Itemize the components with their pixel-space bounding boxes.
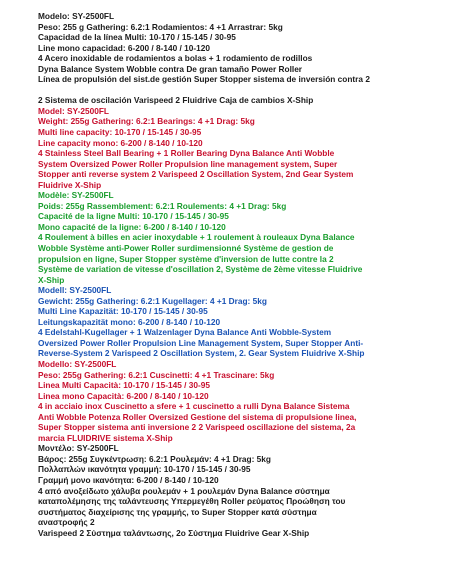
spec-line: Anti Wobble Potenza Roller Oversized Gestione del sistema di propulsione linea,	[38, 411, 357, 422]
spec-line: Multi Line Kapazität: 10-170 / 15-145 / 30-95	[38, 306, 208, 317]
spec-line: καταπολέμησης της ταλάντευσης Υπερμεγέθη Roller ρεύματος Προώθηση του	[38, 496, 346, 507]
spec-line: Línea de propulsión del sist.de gestión Super Stopper sistema de inversión contra 2	[38, 74, 370, 85]
spec-line: Modello: SY-2500FL	[38, 359, 117, 369]
spec-line: Modell: SY-2500FL	[38, 285, 112, 296]
spec-line: Πολλαπλών ικανότητα γραμμή: 10-170 / 15-145 / 30-95	[38, 464, 251, 475]
spec-line: Model: SY-2500FL	[38, 105, 110, 116]
spec-line: Modelo: SY-2500FL	[38, 11, 115, 21]
spec-section-el	[38, 443, 444, 538]
spec-line: Linea mono Capacità: 6-200 / 8-140 / 10-120	[38, 390, 209, 401]
spec-line: System Oversized Power Roller Propulsion line management system, Super	[38, 158, 338, 169]
spec-line: Modèle: SY-2500FL	[38, 190, 114, 201]
spec-line: Capacité de la ligne Multi: 10-170 / 15-145 / 30-95	[38, 211, 229, 222]
spec-line: Capacidad de la línea Multi: 10-170 / 15-145 / 30-95	[38, 32, 236, 43]
spec-line: 4 Edelstahl-Kugellager + 1 Walzenlager Dyna Balance Anti Wobble-System	[38, 327, 332, 338]
spec-line: Wobble Système anti-Power Roller surdimensionné Système de gestion de	[38, 242, 334, 253]
spec-line: Oversized Power Roller Propulsion Line Management System, Super Stopper Anti-	[38, 337, 364, 348]
spec-line: Peso: 255 g Gathering: 6.2:1 Rodamientos: 4 +1 Arrastrar: 5kg	[38, 21, 283, 32]
spec-line: Dyna Balance System Wobble contra De gran tamaño Power Roller	[38, 63, 303, 74]
spec-line: Βάρος: 255g Συγκέντρωση: 6.2:1 Ρουλεμάν: 4 +1 Drag: 5kg	[38, 453, 271, 464]
spec-line: Line mono capacidad: 6-200 / 8-140 / 10-120	[38, 42, 211, 53]
spec-line: X-Ship	[38, 274, 65, 285]
spec-line: propulsion en ligne, Super Stopper système d'inversion de lutte contre la 2	[38, 253, 334, 264]
spec-line: Line capacity mono: 6-200 / 8-140 / 10-120	[38, 137, 203, 148]
spec-line: αναστροφής 2	[38, 517, 95, 528]
spec-line: Μοντέλο: SY-2500FL	[38, 443, 119, 454]
spec-line: Poids: 255g Rassemblement: 6.2:1 Roulements: 4 +1 Drag: 5kg	[38, 200, 287, 211]
spec-line	[38, 85, 444, 96]
spec-section-it	[38, 359, 444, 443]
spec-line: Linea Multi Capacità: 10-170 / 15-145 / 30-95	[38, 380, 211, 391]
spec-section-es	[38, 11, 444, 106]
spec-line: Varispeed 2 Σύστημα ταλάντωσης, 2ο Σύστημα Fluidrive Gear X-Ship	[38, 527, 310, 538]
spec-line: Gewicht: 255g Gathering: 6.2:1 Kugellager: 4 +1 Drag: 5kg	[38, 295, 267, 306]
spec-line: marcia FLUIDRIVE sistema X-Ship	[38, 432, 173, 443]
spec-line: Stopper anti reverse system 2 Varispeed 2 Oscillation System, 2nd Gear System	[38, 169, 354, 180]
spec-line: Leitungskapazität mono: 6-200 / 8-140 / 10-120	[38, 316, 221, 327]
spec-line: Mono capacité de la ligne: 6-200 / 8-140 / 10-120	[38, 221, 226, 232]
spec-section-de	[38, 285, 444, 359]
spec-line: Système de variation de vitesse d'oscillation 2, Système de 2ème vitesse Fluidrive	[38, 264, 363, 275]
spec-line: Γραμμή μονο ικανότητα: 6-200 / 8-140 / 10-120	[38, 475, 219, 486]
spec-section-en	[38, 106, 444, 190]
spec-line: 2 Sistema de oscilación Varispeed 2 Fluidrive Caja de cambios X-Ship	[38, 95, 314, 106]
spec-line: Reverse-System 2 Varispeed 2 Oscillation System, 2. Gear System Fluidrive X-Ship	[38, 348, 365, 359]
spec-line: Peso: 255g Gathering: 6.2:1 Cuscinetti: 4 +1 Trascinare: 5kg	[38, 369, 275, 380]
spec-line: 4 από ανοξείδωτο χάλυβα ρουλεμάν + 1 ρουλεμάν Dyna Balance σύστημα	[38, 485, 330, 496]
spec-line: 4 Roulement à billes en acier inoxydable + 1 roulement à rouleaux Dyna Balance	[38, 232, 355, 243]
spec-line: Fluidrive X-Ship	[38, 179, 102, 190]
spec-line: Weight: 255g Gathering: 6.2:1 Bearings: 4 +1 Drag: 5kg	[38, 116, 255, 127]
spec-section-fr	[38, 190, 444, 285]
spec-line: Multi line capacity: 10-170 / 15-145 / 30-95	[38, 126, 202, 137]
spec-line: 4 Acero inoxidable de rodamientos a bolas + 1 rodamiento de rodillos	[38, 53, 313, 64]
spec-line: 4 Stainless Steel Ball Bearing + 1 Roller Bearing Dyna Balance Anti Wobble	[38, 148, 335, 159]
spec-line: 4 in acciaio inox Cuscinetto a sfere + 1 cuscinetto a rulli Dyna Balance Sistema	[38, 401, 350, 412]
spec-line: Super Stopper sistema anti inversione 2 2 Varispeed oscillazione del sistema, 2a	[38, 422, 356, 433]
spec-line: συστήματος διαχείρισης της γραμμής, το Super Stopper κατά σύστημα	[38, 506, 317, 517]
